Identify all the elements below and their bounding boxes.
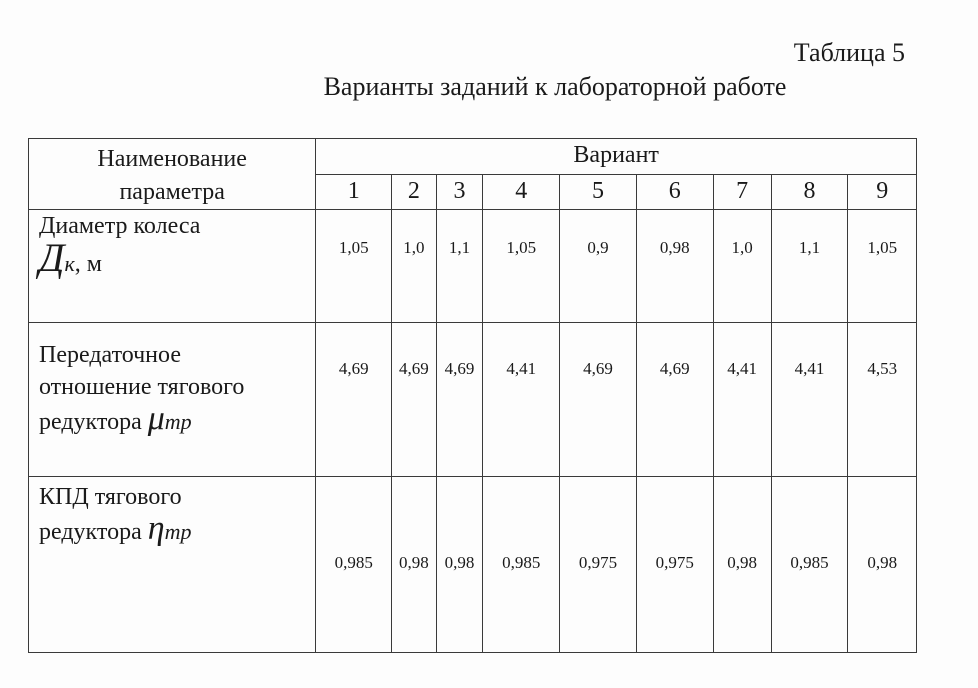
variant-number: 8: [771, 174, 848, 210]
param-name-line: Диаметр колеса: [39, 213, 201, 239]
variant-number: 7: [713, 174, 771, 210]
value-cell: 0,985: [771, 477, 848, 653]
variant-number: 3: [436, 174, 483, 210]
value-cell: 4,41: [483, 323, 560, 477]
param-symbol: μ: [147, 400, 165, 437]
param-symbol-line: редуктора μтр: [39, 400, 192, 437]
table-row-gear-ratio: [29, 323, 917, 477]
variant-number: 9: [848, 174, 917, 210]
param-symbol: Д: [39, 235, 65, 280]
param-symbol-line: редуктора ηтр: [39, 510, 192, 547]
value-cell: 1,05: [483, 210, 560, 323]
value-cell: 1,1: [436, 210, 483, 323]
value-cell: 1,1: [771, 210, 848, 323]
variant-number: 5: [560, 174, 637, 210]
value-cell: 0,985: [483, 477, 560, 653]
header-variant-cell: Вариант: [316, 139, 917, 175]
value-cell: 0,98: [636, 210, 713, 323]
value-cell: 0,98: [436, 477, 483, 653]
header-param-line2: параметра: [119, 179, 225, 205]
value-cell: 0,98: [392, 477, 437, 653]
param-name-cell: [29, 323, 316, 477]
value-cell: 4,69: [392, 323, 437, 477]
value-cell: 4,41: [771, 323, 848, 477]
value-cell: 1,05: [316, 210, 392, 323]
value-cell: 0,98: [848, 477, 917, 653]
param-symbol-line: [39, 235, 315, 280]
value-cell: 4,69: [560, 323, 637, 477]
value-cell: 0,98: [713, 477, 771, 653]
table-row-efficiency: [29, 477, 917, 653]
variant-number: 6: [636, 174, 713, 210]
header-param-cell: [29, 139, 316, 210]
param-name-line: отношение тягового: [39, 374, 245, 400]
value-cell: 0,975: [636, 477, 713, 653]
param-subscript: тр: [164, 409, 192, 434]
value-cell: 4,41: [713, 323, 771, 477]
param-subscript: тр: [164, 519, 192, 544]
value-cell: 0,9: [560, 210, 637, 323]
value-cell: 1,0: [713, 210, 771, 323]
param-subscript: к: [64, 251, 75, 276]
param-symbol: η: [147, 510, 165, 547]
value-cell: 4,69: [316, 323, 392, 477]
param-name-cell: [29, 210, 316, 323]
header-row-1: [29, 139, 917, 175]
param-unit: , м: [74, 251, 102, 277]
value-cell: 1,05: [848, 210, 917, 323]
table-row-wheel-diameter: [29, 210, 917, 323]
param-name-cell: [29, 477, 316, 653]
variant-number: 2: [392, 174, 437, 210]
variants-table: [28, 138, 917, 653]
value-cell: 4,53: [848, 323, 917, 477]
value-cell: 1,0: [392, 210, 437, 323]
table-number: Таблица 5: [793, 38, 905, 67]
table-title: Варианты заданий к лабораторной работе: [323, 72, 787, 101]
variant-number: 1: [316, 174, 392, 210]
value-cell: 0,975: [560, 477, 637, 653]
value-cell: 4,69: [436, 323, 483, 477]
param-name-line: КПД тягового: [39, 484, 182, 510]
variant-number: 4: [483, 174, 560, 210]
param-name-line: Передаточное: [39, 342, 181, 368]
header-param-line1: Наименование: [97, 146, 247, 172]
value-cell: 4,69: [636, 323, 713, 477]
value-cell: 0,985: [316, 477, 392, 653]
